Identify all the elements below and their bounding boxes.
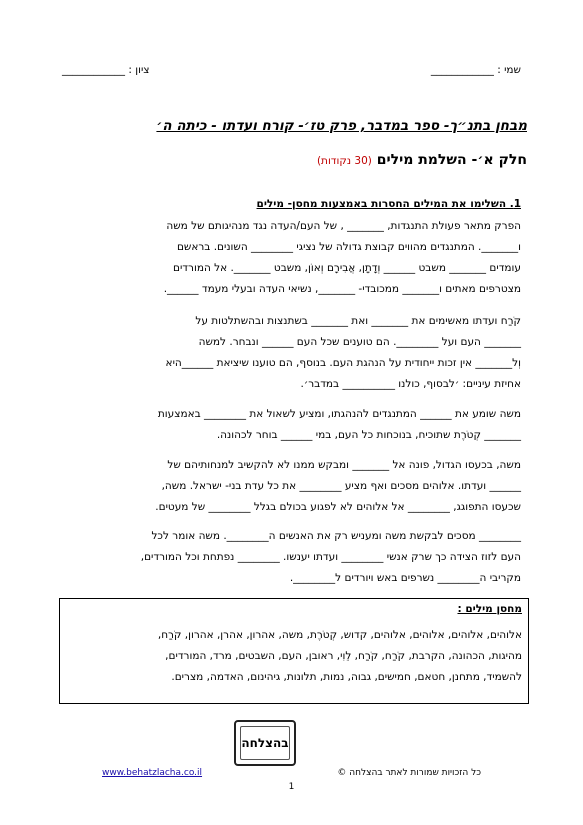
text-line: שכעסו התפוגג, ________ אל אלוהים לא לפגוע בכולם בגלל ________ של מעטים.: [155, 501, 521, 513]
student-info-row: [62, 64, 521, 80]
text-line: ______ ועדתו. אלוהים מסכים ואף מציע ________ את כל עדת בני- ישראל. משה,: [161, 480, 521, 492]
name-label: שמי :: [497, 64, 521, 76]
word-bank-line: מהיגות, הכהונה, הקרבת, קֹרַח, קֹרַח, לֵוִי, ראובן, העם, השבטים, מרד, המורדים,: [165, 650, 522, 662]
text-line: מקריבי ה________ נשרפים באש ויורדים ל________.: [289, 572, 521, 584]
text-line: משה, בכעסו הגדול, פונה אל _______ ומבקש ממנו לא להקשיב למנחותיהם של: [167, 459, 521, 471]
word-bank-list: [66, 625, 522, 688]
page-footer: [102, 768, 481, 782]
paragraph-5: [59, 526, 521, 589]
word-bank-line: אלוהים, אלוהים, אלוהים, אלוהים, קדוש, קְטֹרֶת, משה, אהרון, אהרן, אהרון, קֹרַח,: [157, 629, 522, 641]
text-line: וְל_______ אין זכות ייחודית על הנהגת העם. בנוסף, הם טוענו שיציאת ______היא: [165, 357, 521, 369]
logo-text: בהצלחה: [240, 726, 290, 760]
text-line: העם לזוז הצידה כך שרק אנשי ________ ועדתו יענשו. ________ נפתחת וכל המורדים,: [140, 551, 521, 563]
text-line: עומדים _______ משבט ______ וְדָתָן, אֲבִירָם וְאוֹן, משבט _______. אל המורדים: [172, 262, 521, 274]
text-line: ו_______. המתנגדים מהווים קבוצת גדולה של נציגי ________ השונים. בראשם: [176, 241, 521, 253]
text-line: משה שומע את ______ המתנגדים להנהגתו, ומציע לשאול את ________ באמצעות: [157, 408, 521, 420]
paragraph-4: [59, 455, 521, 518]
word-bank-box: [59, 598, 529, 704]
text-line: _______ העם ועל ________. הם טוענים שכל העם ______ ונבחר. למשה: [198, 336, 521, 348]
grade-label: ציון :: [128, 64, 150, 76]
text-line: קֹרַח ועדתו מאשימים את _______ ואת _______ בשתנצות ובהשתלטות על: [195, 315, 521, 327]
copyright-text: כל הזכויות שמורות לאתר בהצלחה ©: [337, 768, 481, 778]
website-link[interactable]: www.behatzlacha.co.il: [102, 768, 203, 778]
word-bank-title: מחסן מילים :: [457, 603, 522, 615]
section-label: חלק א׳- השלמת מילים: [376, 152, 527, 168]
grade-field: [62, 64, 150, 76]
grade-blank: ____________: [62, 64, 125, 76]
page-number: 1: [288, 782, 295, 792]
paragraph-3: [59, 404, 521, 446]
text-line: מצטרפים מאתים ו_______ ממכובדי- _______, נשיאי העדה ובעלי מעמד ______.: [163, 283, 521, 295]
text-line: ________ מסכים לבקשת משה ומעניש רק את האנשים ה________. משה אומר לכל: [151, 530, 521, 542]
site-logo: [234, 720, 296, 766]
text-line: אחיזת עיניים: ׳לבסוף, כולנו __________ במדבר׳.: [300, 378, 521, 390]
section-heading: [57, 152, 527, 168]
paragraph-1: [59, 216, 521, 300]
exam-title: מבחן בתנ״ך- ספר במדבר, פרק טז׳- קורח ועדתו - כיתה ה׳: [156, 118, 527, 134]
name-blank: ____________: [430, 64, 494, 76]
question-instruction: 1. השלימו את המילים החסרות באמצעות מחסן- מילים: [256, 198, 521, 210]
text-line: _______ קְטֹרֶת שתוכיח, בנוכחות כל העם, במי ______ בוחר לכהונה.: [216, 429, 521, 441]
section-points: (30 נקודות): [316, 155, 372, 167]
word-bank-line: להשמיד, מתחנן, חטאם, חמישים, גבוה, נמות, תלונות, גיהינום, האדמה, מצרים.: [171, 671, 522, 683]
paragraph-2: [59, 311, 521, 395]
name-field: [431, 64, 521, 76]
text-line: הפרק מתאר פעולת התנגדות, _______ , של העם/העדה נגד מנהיגותם של משה: [166, 220, 521, 232]
